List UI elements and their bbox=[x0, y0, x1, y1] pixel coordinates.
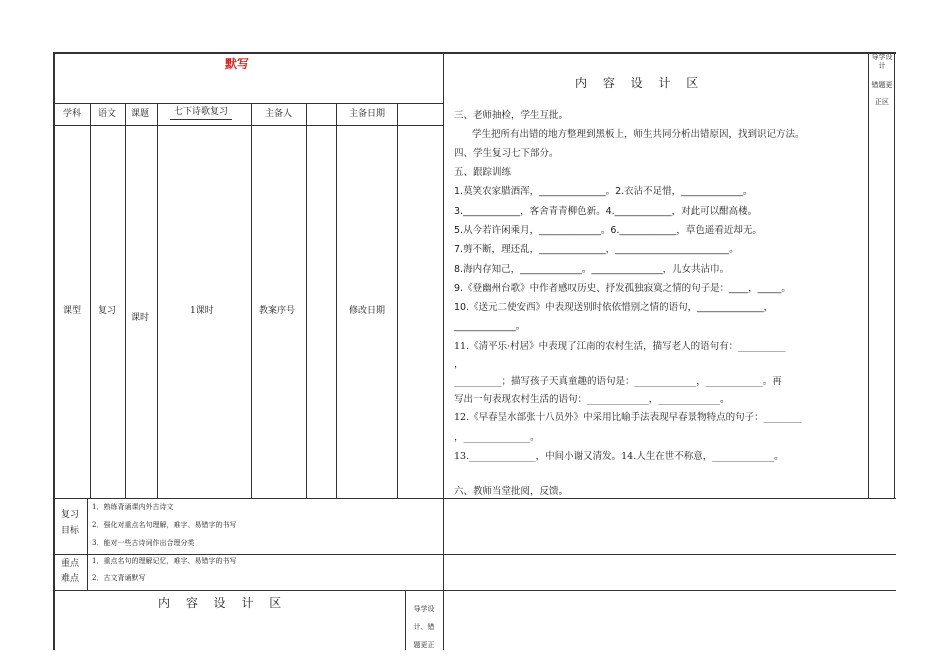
question-5-6: 5.从今若许闲乘月，_____________。6.____________，草色遥看近却无。 bbox=[454, 225, 762, 236]
objectives-label-line-1: 复习 bbox=[61, 510, 80, 520]
footer-guide-line-2: 计、错 bbox=[413, 623, 435, 631]
outer-top-border bbox=[53, 52, 896, 54]
middle-section-line bbox=[53, 498, 896, 499]
grid-col-1 bbox=[90, 103, 91, 498]
question-7: 7.剪不断，理还乱，______________，________________________。 bbox=[454, 244, 739, 255]
header-bottom-line bbox=[53, 103, 443, 104]
hours-value: 1课时 bbox=[190, 306, 214, 316]
topic-label: 课题 bbox=[131, 109, 150, 119]
guide-note-line-3: 错题更 bbox=[871, 81, 893, 89]
grid-col-5 bbox=[306, 103, 307, 498]
keypoints-bottom-line bbox=[53, 590, 896, 591]
revise-date-label: 修改日期 bbox=[349, 306, 386, 316]
content-area-heading: 内 容 设 计 区 bbox=[575, 76, 705, 90]
subject-label: 学科 bbox=[63, 109, 82, 119]
subject-value: 语文 bbox=[98, 109, 117, 119]
question-12-line-1: 12.《早春呈水部张十八员外》中采用比喻手法表现早春景物特点的句子：________ bbox=[454, 412, 802, 423]
question-9: 9.《登幽州台歌》中作者感叹历史、抒发孤独寂寞之情的句子是：____，_____。 bbox=[454, 283, 791, 294]
objective-item-1: 1．熟练背诵课内外古诗文 bbox=[92, 503, 174, 511]
grid-col-2 bbox=[125, 103, 126, 498]
question-11-line-4: 写出一句表现农村生活的语句：_____________，_____________。 bbox=[454, 394, 730, 405]
question-11-line-1: 11.《清平乐·村居》中表现了江南的农村生活，描写老人的语句有：__________ bbox=[454, 341, 786, 352]
question-10-line-2: _____________。 bbox=[454, 321, 526, 332]
preparer-label: 主备人 bbox=[265, 109, 293, 119]
document-title: 默写 bbox=[225, 57, 250, 71]
type-label: 课型 bbox=[63, 306, 82, 316]
objectives-label bbox=[61, 507, 79, 539]
footer-guide-line-1: 导学设 bbox=[413, 605, 435, 613]
question-8: 8.海内存知己，_____________。_______________，儿女共沾巾。 bbox=[454, 264, 730, 275]
right-narrow-divider bbox=[868, 52, 869, 498]
grid-col-7 bbox=[397, 103, 398, 498]
info-row-bottom-line bbox=[53, 125, 443, 126]
key-point-item-1: 1．重点名句的理解记忆，难字、易错字的书写 bbox=[92, 557, 237, 565]
step-five: 五、跟踪训练 bbox=[454, 167, 512, 178]
footer-guide-note bbox=[406, 600, 442, 654]
key-points-label bbox=[61, 557, 79, 587]
topic-value: 七下诗歌复习 bbox=[170, 107, 232, 120]
grid-col-3 bbox=[157, 103, 158, 498]
outer-left-border bbox=[53, 52, 55, 650]
center-divider bbox=[443, 52, 444, 650]
grid-col-4 bbox=[251, 103, 252, 498]
question-1-2: 1.莫笑农家腊酒浑，______________。2.衣沾不足惜，_____________。 bbox=[454, 186, 753, 197]
footer-content-area-heading: 内 容 设 计 区 bbox=[158, 596, 288, 610]
prep-date-label: 主备日期 bbox=[349, 109, 386, 119]
step-three-detail: 学生把所有出错的地方整理到黑板上，师生共同分析出错原因，找到识记方法。 bbox=[472, 129, 805, 140]
question-12-line-2: ，______________。 bbox=[454, 432, 540, 443]
key-point-item-2: 2．古文背诵默写 bbox=[92, 574, 146, 582]
question-3-4: 3.____________，客舍青青柳色新。4.____________，对此可以酣高楼。 bbox=[454, 206, 758, 217]
key-points-label-line-1: 重点 bbox=[61, 559, 80, 569]
question-11-line-2: ， bbox=[454, 359, 464, 370]
key-points-label-line-2: 难点 bbox=[61, 574, 80, 584]
objective-item-2: 2．强化对重点名句理解，难字、易错字的书写 bbox=[92, 521, 237, 529]
hours-label: 课时 bbox=[131, 313, 150, 323]
step-three: 三、老师抽检，学生互批。 bbox=[454, 110, 569, 121]
question-11-line-3: __________；描写孩子天真童趣的语句是：_____________，____________。再 bbox=[454, 376, 782, 387]
guide-note-line-1: 导学设 bbox=[871, 53, 893, 61]
question-10-line-1: 10.《送元二使安西》中表现送别时依依惜别之情的语句，______________， bbox=[454, 302, 774, 313]
outer-right-border bbox=[894, 52, 895, 498]
guide-note-line-4: 正区 bbox=[875, 98, 889, 106]
guide-note-line-2: 计 bbox=[878, 62, 886, 70]
type-value: 复习 bbox=[98, 306, 117, 316]
plan-number-label: 教案序号 bbox=[259, 306, 296, 316]
objective-item-3: 3．能对一些古诗词作出合理分类 bbox=[92, 539, 195, 547]
question-13-14: 13.______________，中间小谢又清发。14.人生在世不称意，_____________。 bbox=[454, 451, 784, 462]
footer-guide-line-3: 题更正 bbox=[413, 641, 435, 649]
guide-note-header bbox=[869, 53, 895, 107]
grid-col-6 bbox=[336, 103, 337, 498]
step-six: 六、教师当堂批阅，反馈。 bbox=[454, 486, 569, 497]
objectives-label-line-2: 目标 bbox=[61, 526, 80, 536]
objectives-bottom-line bbox=[53, 554, 896, 555]
label-col-divider bbox=[87, 498, 88, 590]
step-four: 四、学生复习七下部分。 bbox=[454, 148, 559, 159]
